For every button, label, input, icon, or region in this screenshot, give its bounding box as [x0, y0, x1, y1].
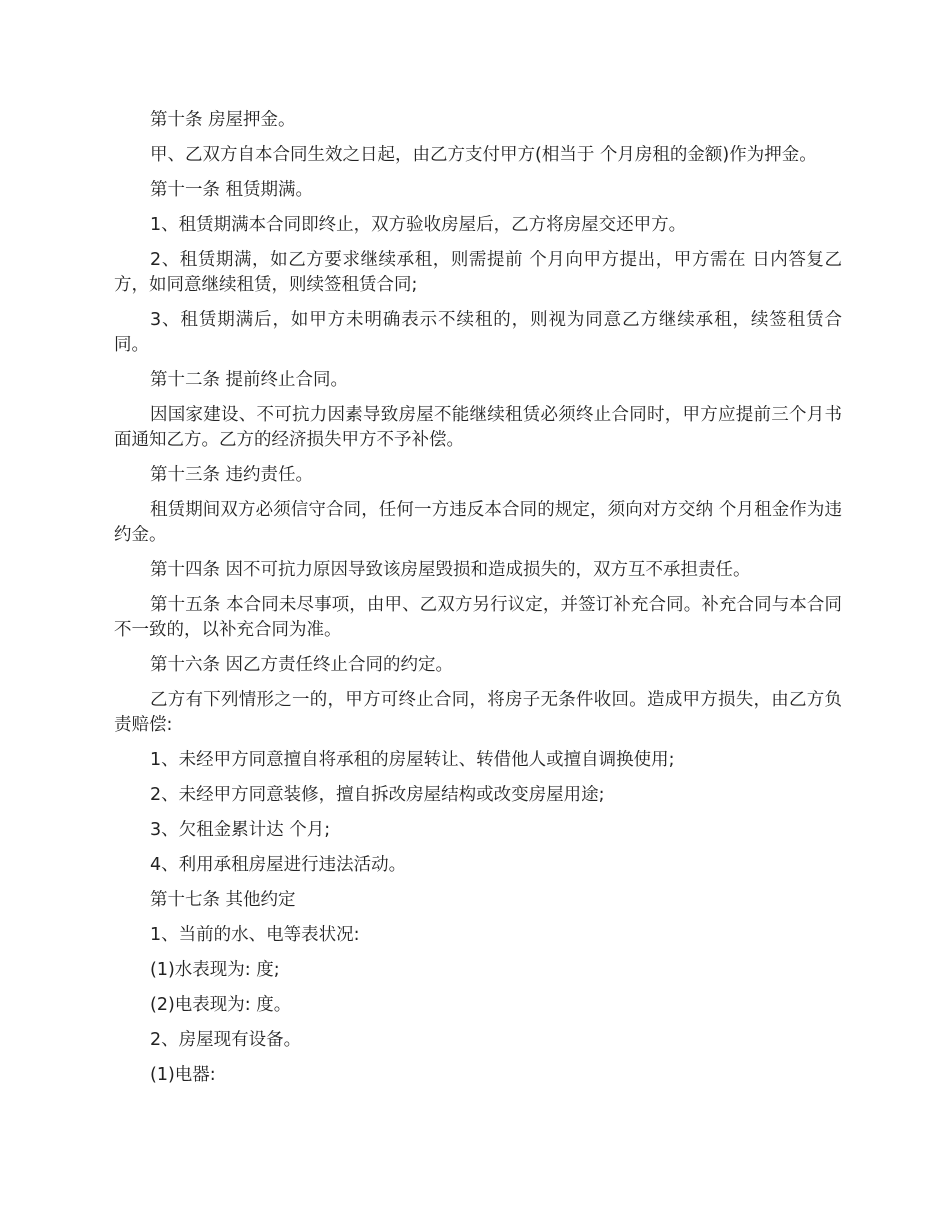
article-10-text: 甲、乙双方自本合同生效之日起，由乙方支付甲方(相当于 个月房租的金额)作为押金。: [150, 145, 817, 165]
article-16-text: 乙方有下列情形之一的，甲方可终止合同，将房子无条件收回。造成甲方损失，由乙方负责赔偿:: [114, 690, 842, 735]
article-17-heading: 第十七条 其他约定: [150, 890, 296, 910]
article-11-item-2: 2、租赁期满，如乙方要求继续承租，则需提前 个月向甲方提出，甲方需在 日内答复乙方，如同意继续租赁，则续签租赁合同;: [114, 250, 842, 295]
water-meter-reading: (1)水表现为: 度;: [150, 960, 280, 980]
article-14-text: 第十四条 因不可抗力原因导致该房屋毁损和造成损失的，双方互不承担责任。: [150, 560, 751, 580]
electric-meter-reading: (2)电表现为: 度。: [150, 995, 292, 1015]
article-10-heading: 第十条 房屋押金。: [150, 110, 296, 130]
article-12-heading: 第十二条 提前终止合同。: [150, 370, 349, 390]
article-11-item-3: 3、租赁期满后，如甲方未明确表示不续租的，则视为同意乙方继续承租，续签租赁合同。: [114, 310, 842, 355]
article-16-heading: 第十六条 因乙方责任终止合同的约定。: [150, 655, 454, 675]
document-body: [114, 108, 842, 1098]
article-17-item-1: 1、当前的水、电等表状况:: [150, 925, 360, 945]
article-11-item-1: 1、租赁期满本合同即终止，双方验收房屋后，乙方将房屋交还甲方。: [150, 215, 687, 235]
article-13-heading: 第十三条 违约责任。: [150, 465, 314, 485]
appliances-item: (1)电器:: [150, 1065, 216, 1085]
article-11-heading: 第十一条 租赁期满。: [150, 180, 314, 200]
article-16-item-3: 3、欠租金累计达 个月;: [150, 820, 331, 840]
article-13-text: 租赁期间双方必须信守合同，任何一方违反本合同的规定，须向对方交纳 个月租金作为违约金。: [114, 500, 842, 545]
article-16-item-2: 2、未经甲方同意装修，擅自拆改房屋结构或改变房屋用途;: [150, 785, 605, 805]
article-17-item-2: 2、房屋现有设备。: [150, 1030, 302, 1050]
article-16-item-4: 4、利用承租房屋进行违法活动。: [150, 855, 407, 875]
article-15-text: 第十五条 本合同未尽事项，由甲、乙双方另行议定，并签订补充合同。补充合同与本合同不一致的，以补充合同为准。: [114, 595, 842, 640]
article-16-item-1: 1、未经甲方同意擅自将承租的房屋转让、转借他人或擅自调换使用;: [150, 750, 675, 770]
article-12-text: 因国家建设、不可抗力因素导致房屋不能继续租赁必须终止合同时，甲方应提前三个月书面通知乙方。乙方的经济损失甲方不予补偿。: [114, 405, 842, 450]
